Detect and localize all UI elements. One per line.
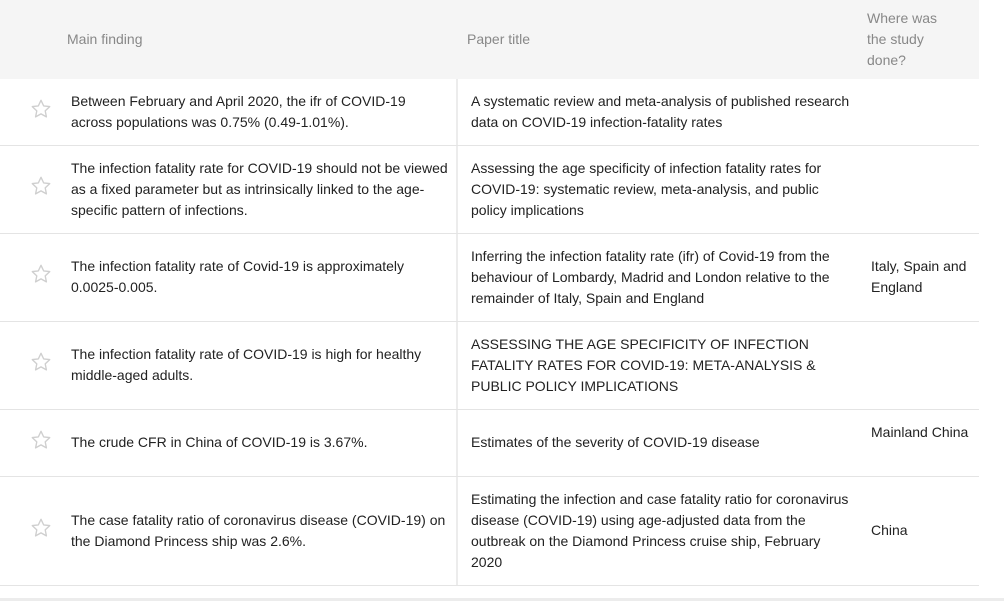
cell-main-finding: The case fatality ratio of coronavirus disease (COVID-19) on the Diamond Princess ship was 2.6%. bbox=[71, 512, 446, 549]
table-row[interactable] bbox=[0, 146, 979, 234]
column-divider bbox=[456, 146, 458, 233]
cell-main-finding: The infection fatality rate of COVID-19 is high for healthy middle-aged adults. bbox=[71, 346, 422, 383]
table-row[interactable] bbox=[0, 79, 979, 146]
header-main-finding[interactable]: Main finding bbox=[67, 31, 143, 47]
star-icon[interactable] bbox=[30, 263, 52, 285]
cell-paper-title[interactable]: Inferring the infection fatality rate (ifr) of Covid-19 from the behaviour of Lombardy, Madrid and London relative to the remainder of Italy, Spain and England bbox=[471, 248, 830, 306]
cell-paper-title[interactable]: ASSESSING THE AGE SPECIFICITY OF INFECTION FATALITY RATES FOR COVID-19: META-ANALYSIS & PUBLIC POLICY IMPLICATIONS bbox=[471, 336, 816, 394]
cell-paper-title[interactable]: Assessing the age specificity of infection fatality rates for COVID-19: systematic review, meta-analysis, and public policy implications bbox=[471, 160, 822, 218]
cell-paper-title[interactable]: Estimates of the severity of COVID-19 disease bbox=[471, 434, 760, 450]
header-where[interactable]: Where was the study done? bbox=[867, 10, 938, 68]
cell-main-finding: Between February and April 2020, the ifr of COVID-19 across populations was 0.75% (0.49-1.01%). bbox=[71, 93, 406, 130]
cell-paper-title[interactable]: A systematic review and meta-analysis of published research data on COVID-19 infection-fatality rates bbox=[471, 93, 850, 130]
table-row[interactable] bbox=[0, 477, 979, 586]
column-divider bbox=[456, 477, 458, 585]
column-divider bbox=[456, 322, 458, 409]
cell-paper-title[interactable]: Estimating the infection and case fatality ratio for coronavirus disease (COVID-19) using age-adjusted data from the outbreak on the Diamond Princess cruise ship, February 2020 bbox=[471, 491, 849, 570]
star-icon[interactable] bbox=[30, 351, 52, 373]
star-icon[interactable] bbox=[30, 98, 52, 120]
cell-where: Mainland China bbox=[871, 424, 969, 440]
star-icon[interactable] bbox=[30, 175, 52, 197]
column-divider bbox=[456, 79, 458, 145]
cell-where: Italy, Spain and England bbox=[871, 258, 967, 295]
cell-where: China bbox=[871, 522, 908, 538]
column-divider bbox=[456, 234, 458, 321]
star-icon[interactable] bbox=[30, 429, 52, 451]
star-icon[interactable] bbox=[30, 517, 52, 539]
cell-main-finding: The crude CFR in China of COVID-19 is 3.67%. bbox=[71, 434, 368, 450]
table-header bbox=[0, 0, 979, 79]
table-row[interactable] bbox=[0, 410, 979, 477]
table-row[interactable] bbox=[0, 322, 979, 410]
cell-main-finding: The infection fatality rate of Covid-19 is approximately 0.0025-0.005. bbox=[71, 258, 405, 295]
column-divider bbox=[456, 410, 458, 476]
header-paper-title[interactable]: Paper title bbox=[467, 31, 531, 47]
cell-main-finding: The infection fatality rate for COVID-19 should not be viewed as a fixed parameter but as intrinsically linked to the age-specific pattern of infections. bbox=[71, 160, 448, 218]
table-row[interactable] bbox=[0, 234, 979, 322]
